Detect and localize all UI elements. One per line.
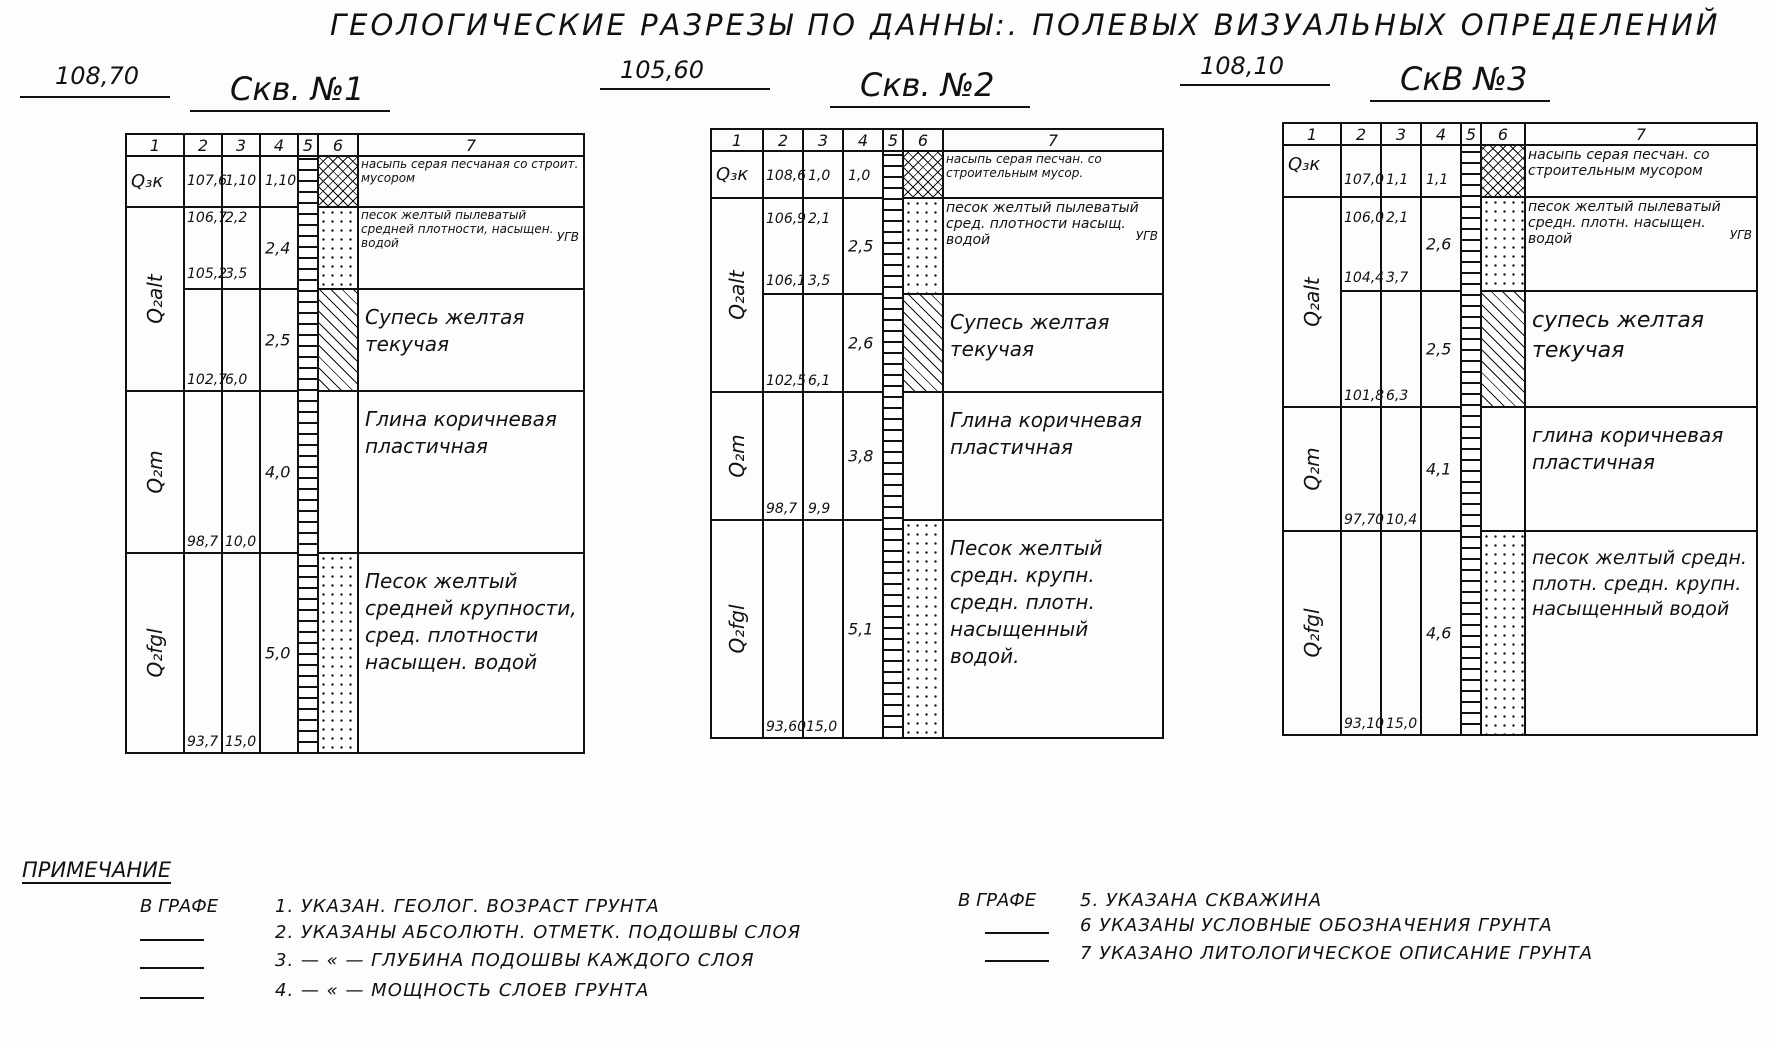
- depth: 1,10: [222, 156, 260, 207]
- abs-mark: 107,6: [184, 156, 222, 207]
- depth: 1,1: [1381, 145, 1421, 197]
- layer-age: Q₂fgl: [711, 520, 763, 738]
- depth: 10,0: [222, 391, 260, 553]
- borehole-log-1: [125, 133, 585, 754]
- soil-symbol: [318, 156, 358, 207]
- col-header-5: 5: [298, 134, 318, 156]
- layer-age: Q₂m: [1283, 407, 1341, 531]
- soil-symbol: [1481, 145, 1525, 197]
- abs-mark: 106,9 106,1: [763, 198, 803, 294]
- borehole-title-line-1: [190, 110, 390, 112]
- elevation-line-3: [1180, 84, 1330, 86]
- soil-symbol: [318, 289, 358, 391]
- soil-symbol: [318, 207, 358, 289]
- thickness: 1,0: [843, 151, 883, 198]
- thickness: 2,4: [260, 207, 298, 289]
- col-header-3: 3: [222, 134, 260, 156]
- abs-mark: 102,7: [184, 289, 222, 391]
- depth: 6,0: [222, 289, 260, 391]
- depth: 15,0: [222, 553, 260, 753]
- layer-description: песок желтый пылеватый средней плотности, насыщен. водой УГВ: [358, 207, 584, 289]
- note-item-1: 1. УКАЗАН. ГЕОЛОГ. ВОЗРАСТ ГРУНТА: [275, 896, 660, 917]
- layer-description: насыпь серая песчан. со строительным мусором: [1525, 145, 1757, 197]
- soil-symbol: [1481, 407, 1525, 531]
- note-prefix-left: В ГРАФЕ: [140, 896, 219, 917]
- soil-symbol: [903, 151, 943, 198]
- col-header-2: 2: [184, 134, 222, 156]
- elevation-line-1: [20, 96, 170, 98]
- col-header-5: 5: [883, 129, 903, 151]
- layer-description: Супесь желтая текучая: [943, 294, 1163, 392]
- elevation-1: 108,70: [55, 62, 139, 90]
- elevation-2: 105,60: [620, 56, 704, 84]
- layer-description: Супесь желтая текучая: [358, 289, 584, 391]
- abs-mark: 108,6: [763, 151, 803, 198]
- thickness: 1,1: [1421, 145, 1461, 197]
- soil-symbol: [903, 520, 943, 738]
- note-item-2: 2. УКАЗАНЫ АБСОЛЮТН. ОТМЕТК. ПОДОШВЫ СЛОЯ: [275, 922, 802, 943]
- layer-description: песок желтый средн. плотн. средн. крупн. насыщенный водой: [1525, 531, 1757, 735]
- layer-age: Q₂fgl: [126, 553, 184, 753]
- soil-symbol: [1481, 291, 1525, 407]
- borehole-title-3: СкВ №3: [1400, 60, 1528, 98]
- abs-mark: 98,7: [184, 391, 222, 553]
- thickness: 5,0: [260, 553, 298, 753]
- depth: 2,1 3,7: [1381, 197, 1421, 291]
- borehole-title-line-2: [830, 106, 1030, 108]
- soil-symbol: [1481, 531, 1525, 735]
- col-header-2: 2: [1341, 123, 1381, 145]
- layer-age-merged: Q₂alt: [711, 198, 763, 392]
- abs-mark: 98,7: [763, 392, 803, 520]
- thickness: 2,5: [843, 198, 883, 294]
- layer-description: глина коричневая пластичная: [1525, 407, 1757, 531]
- col-header-6: 6: [1481, 123, 1525, 145]
- col-header-1: 1: [1283, 123, 1341, 145]
- borehole-title-2: Скв. №2: [860, 66, 995, 104]
- soil-symbol: [903, 392, 943, 520]
- soil-symbol: [318, 391, 358, 553]
- soil-symbol: [1481, 197, 1525, 291]
- layer-age: Q₃к: [711, 151, 763, 198]
- borehole-title-line-3: [1370, 100, 1550, 102]
- col-header-3: 3: [1381, 123, 1421, 145]
- abs-mark: 101,8: [1341, 291, 1381, 407]
- note-item-3: 3. — « — ГЛУБИНА ПОДОШВЫ КАЖДОГО СЛОЯ: [275, 950, 755, 971]
- thickness: 5,1: [843, 520, 883, 738]
- abs-mark: 102,5: [763, 294, 803, 392]
- note-item-7: 7 УКАЗАНО ЛИТОЛОГИЧЕСКОЕ ОПИСАНИЕ ГРУНТА: [1080, 943, 1594, 964]
- col-header-7: 7: [1525, 123, 1757, 145]
- col-header-4: 4: [843, 129, 883, 151]
- borehole-log-2: [710, 128, 1164, 739]
- borehole-log-3: [1282, 122, 1758, 736]
- depth: 10,4: [1381, 407, 1421, 531]
- layer-description: насыпь серая песчаная со строит. мусором: [358, 156, 584, 207]
- legend-line: [140, 987, 216, 1008]
- notes-heading: ПРИМЕЧАНИЕ: [22, 858, 172, 882]
- col-header-7: 7: [943, 129, 1163, 151]
- layer-description: Глина коричневая пластичная: [943, 392, 1163, 520]
- abs-mark: 107,0: [1341, 145, 1381, 197]
- layer-description: песок желтый пылеватый сред. плотности насыщ. водой УГВ: [943, 198, 1163, 294]
- layer-description: Песок желтый средней крупности, сред. плотности насыщен. водой: [358, 553, 584, 753]
- abs-mark: 97,70: [1341, 407, 1381, 531]
- elevation-3: 108,10: [1200, 52, 1284, 80]
- depth: 6,1: [803, 294, 843, 392]
- col-header-5: 5: [1461, 123, 1481, 145]
- legend-line: [985, 922, 1061, 943]
- well-column: [298, 156, 318, 753]
- depth: 15,0: [803, 520, 843, 738]
- depth: 2,1 3,5: [803, 198, 843, 294]
- depth: 9,9: [803, 392, 843, 520]
- thickness: 2,5: [260, 289, 298, 391]
- thickness: 2,5: [1421, 291, 1461, 407]
- layer-description: песок желтый пылеватый средн. плотн. насыщен. водой УГВ: [1525, 197, 1757, 291]
- depth: 6,3: [1381, 291, 1421, 407]
- thickness: 2,6: [843, 294, 883, 392]
- thickness: 4,0: [260, 391, 298, 553]
- note-prefix-right: В ГРАФЕ: [958, 890, 1037, 911]
- abs-mark: 93,10: [1341, 531, 1381, 735]
- soil-symbol: [903, 294, 943, 392]
- layer-age: Q₃к: [1283, 145, 1341, 197]
- col-header-4: 4: [1421, 123, 1461, 145]
- layer-age: Q₂fgl: [1283, 531, 1341, 735]
- col-header-7: 7: [358, 134, 584, 156]
- thickness: 4,6: [1421, 531, 1461, 735]
- layer-age: Q₂m: [711, 392, 763, 520]
- layer-description: Песок желтый средн. крупн. средн. плотн. насыщенный водой.: [943, 520, 1163, 738]
- col-header-6: 6: [318, 134, 358, 156]
- legend-line: [985, 950, 1061, 971]
- col-header-1: 1: [126, 134, 184, 156]
- thickness: 1,10: [260, 156, 298, 207]
- abs-mark: 93,7: [184, 553, 222, 753]
- note-item-6: 6 УКАЗАНЫ УСЛОВНЫЕ ОБОЗНАЧЕНИЯ ГРУНТА: [1080, 915, 1553, 936]
- layer-age: Q₂m: [126, 391, 184, 553]
- abs-mark: 106,7 105,2: [184, 207, 222, 289]
- layer-description: Глина коричневая пластичная: [358, 391, 584, 553]
- col-header-4: 4: [260, 134, 298, 156]
- col-header-3: 3: [803, 129, 843, 151]
- legend-line: [140, 957, 216, 978]
- abs-mark: 106,0 104,4: [1341, 197, 1381, 291]
- note-item-4: 4. — « — МОЩНОСТЬ СЛОЕВ ГРУНТА: [275, 980, 650, 1001]
- layer-age: Q₃к: [126, 156, 184, 207]
- well-column: [1461, 145, 1481, 735]
- col-header-2: 2: [763, 129, 803, 151]
- legend-line: [140, 929, 216, 950]
- depth: 1,0: [803, 151, 843, 198]
- page-title: ГЕОЛОГИЧЕСКИЕ РАЗРЕЗЫ ПО ДАННЫ:. ПОЛЕВЫХ ВИЗУАЛЬНЫХ ОПРЕДЕЛЕНИЙ: [330, 8, 1721, 42]
- depth: 2,2 3,5: [222, 207, 260, 289]
- well-column: [883, 151, 903, 738]
- layer-description: супесь желтая текучая: [1525, 291, 1757, 407]
- abs-mark: 93,60: [763, 520, 803, 738]
- elevation-line-2: [600, 88, 770, 90]
- col-header-6: 6: [903, 129, 943, 151]
- note-item-5: 5. УКАЗАНА СКВАЖИНА: [1080, 890, 1323, 911]
- thickness: 2,6: [1421, 197, 1461, 291]
- col-header-1: 1: [711, 129, 763, 151]
- layer-age-merged: Q₂alt: [126, 207, 184, 391]
- thickness: 4,1: [1421, 407, 1461, 531]
- depth: 15,0: [1381, 531, 1421, 735]
- layer-age-merged: Q₂alt: [1283, 197, 1341, 407]
- borehole-title-1: Скв. №1: [230, 70, 365, 108]
- thickness: 3,8: [843, 392, 883, 520]
- layer-description: насыпь серая песчан. со строительным мусор.: [943, 151, 1163, 198]
- soil-symbol: [318, 553, 358, 753]
- soil-symbol: [903, 198, 943, 294]
